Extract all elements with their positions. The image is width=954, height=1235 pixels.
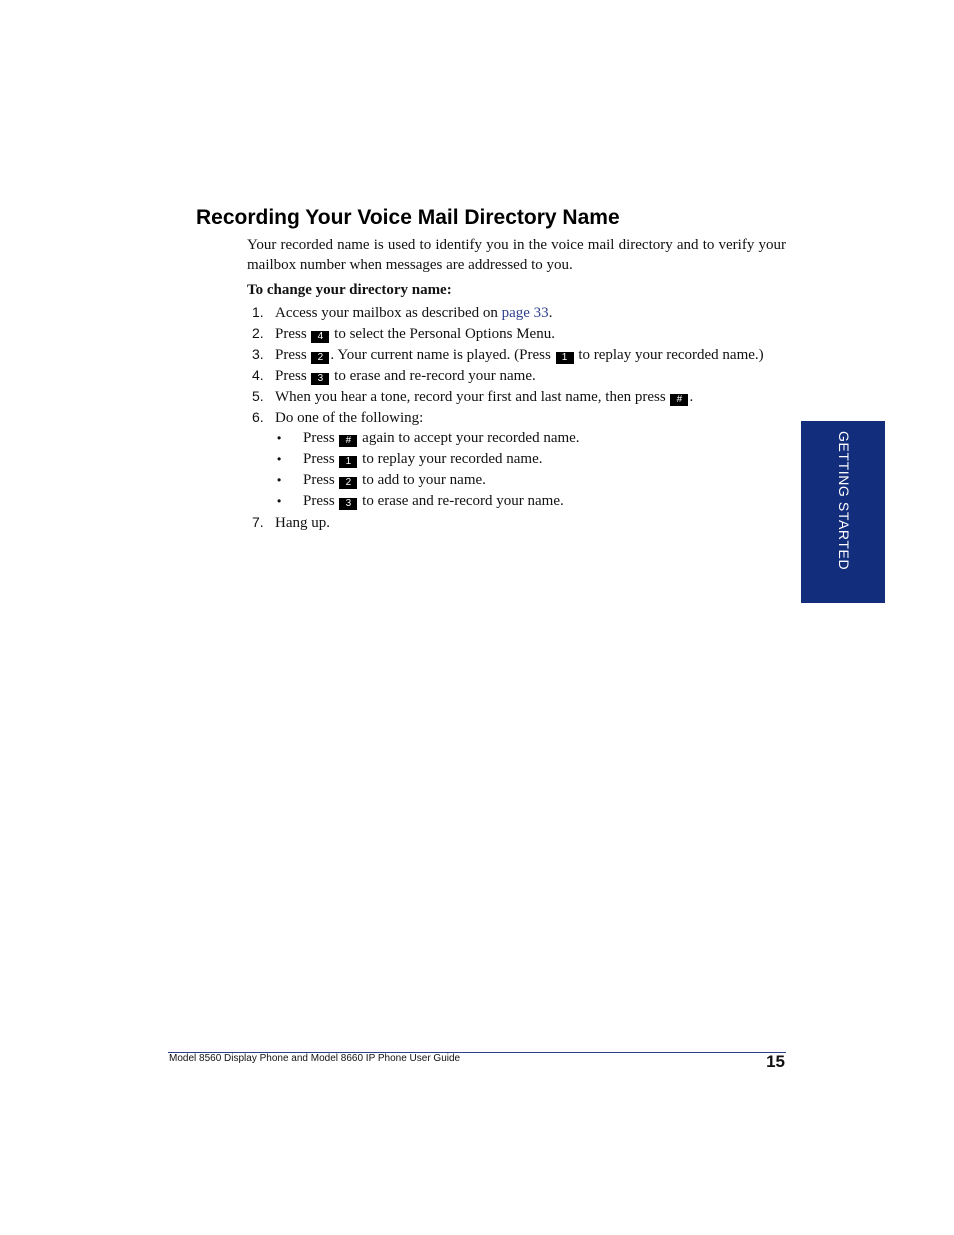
step-number: 3.	[252, 346, 264, 362]
option-2	[277, 449, 543, 470]
step-text: .	[548, 305, 553, 321]
step-7	[247, 512, 330, 533]
step-6	[247, 407, 423, 428]
step-text: Access your mailbox as described on	[275, 305, 502, 321]
page-33-link[interactable]: page 33	[501, 305, 549, 321]
option-text: again to accept your recorded name.	[358, 430, 580, 446]
key-3-icon: 3	[311, 373, 329, 385]
option-1	[277, 428, 580, 449]
step-number: 6.	[252, 409, 264, 425]
step-text: Press	[275, 368, 311, 384]
page-number: 15	[766, 1052, 785, 1071]
step-number: 2.	[252, 325, 264, 341]
step-number: 1.	[252, 304, 264, 320]
section-title: Recording Your Voice Mail Directory Name	[196, 206, 620, 229]
procedure-title: To change your directory name:	[247, 282, 452, 298]
step-number: 4.	[252, 367, 264, 383]
chapter-tab	[801, 421, 885, 603]
option-text: Press	[303, 472, 339, 488]
step-text: Press	[275, 326, 311, 342]
bullet-icon: •	[277, 431, 282, 445]
option-text: to replay your recorded name.	[358, 451, 543, 467]
step-text: to replay your recorded name.)	[574, 347, 764, 363]
option-text: to add to your name.	[358, 472, 486, 488]
key-2-icon: 2	[339, 477, 357, 489]
step-text: .	[689, 389, 694, 405]
step-text: Do one of the following:	[275, 410, 424, 426]
key-1-icon: 1	[339, 456, 357, 468]
step-text: . Your current name is played. (Press	[330, 347, 555, 363]
key-pound-icon: #	[670, 394, 688, 406]
bullet-icon: •	[277, 473, 282, 487]
step-text: Hang up.	[275, 515, 330, 531]
option-4	[277, 491, 564, 512]
key-1-icon: 1	[556, 352, 574, 364]
bullet-icon: •	[277, 494, 282, 508]
step-number: 7.	[252, 514, 264, 530]
step-text: When you hear a tone, record your first and last name, then press	[275, 389, 670, 405]
option-text: Press	[303, 451, 339, 467]
step-2	[247, 323, 555, 344]
step-5	[247, 386, 693, 407]
key-2-icon: 2	[311, 352, 329, 364]
key-4-icon: 4	[311, 331, 329, 343]
option-3	[277, 470, 486, 491]
option-text: Press	[303, 493, 339, 509]
key-3-icon: 3	[339, 498, 357, 510]
option-text: Press	[303, 430, 339, 446]
step-1	[247, 302, 552, 323]
option-text: to erase and re-record your name.	[358, 493, 564, 509]
step-text: to select the Personal Options Menu.	[330, 326, 555, 342]
chapter-tab-label: GETTING STARTED	[836, 431, 852, 571]
step-3	[247, 344, 764, 365]
key-pound-icon: #	[339, 435, 357, 447]
step-4	[247, 365, 536, 386]
footer-title: Model 8560 Display Phone and Model 8660 IP Phone User Guide	[169, 1053, 461, 1064]
step-text: to erase and re-record your name.	[330, 368, 536, 384]
step-text: Press	[275, 347, 311, 363]
bullet-icon: •	[277, 452, 282, 466]
intro-paragraph: Your recorded name is used to identify you in the voice mail directory and to verify your mailbox number when messages are addressed to you.	[247, 237, 786, 273]
step-number: 5.	[252, 388, 264, 404]
